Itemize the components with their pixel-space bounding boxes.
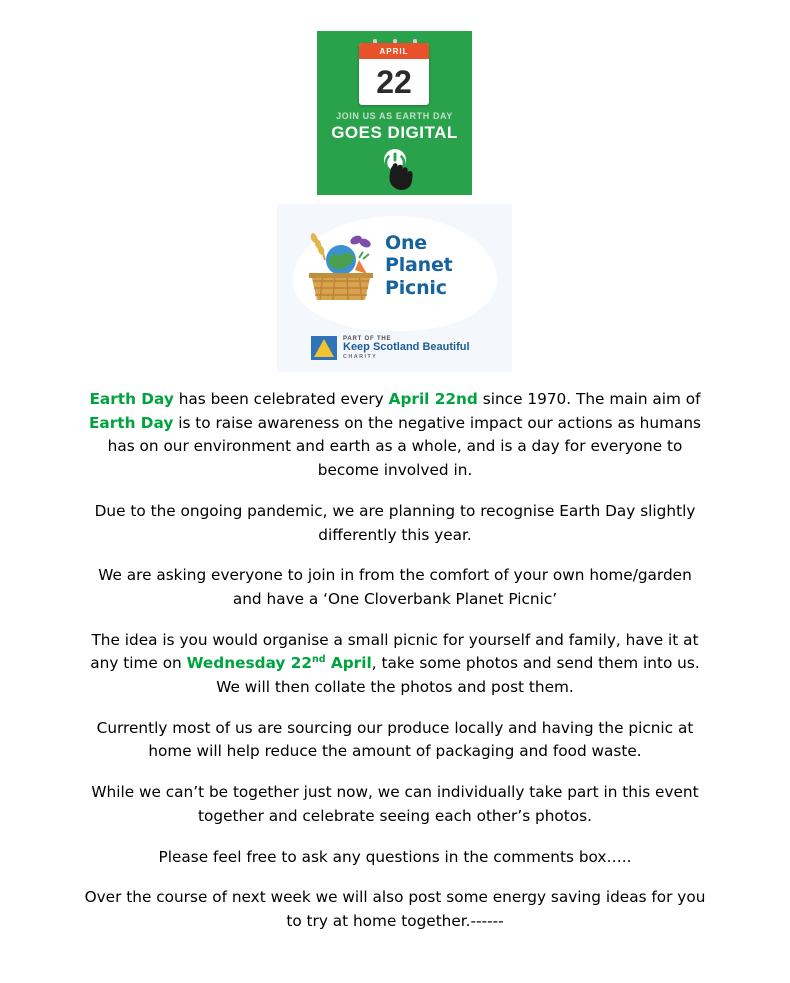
earth-day-highlight-2: Earth Day [88,413,174,432]
paragraph-3: We are asking everyone to join in from the comfort of your own home/garden and have a ‘One Cloverbank Planet Picnic’ [98,566,692,608]
one-planet-picnic-title [385,232,453,299]
calendar-month-label: APRIL [359,43,429,59]
paragraph-2: Due to the ongoing pandemic, we are planning to recognise Earth Day slightly differently this year. [94,501,696,544]
paragraph-7: Please feel free to ask any questions in the comments box….. [158,847,632,866]
event-date-highlight [187,654,372,672]
picnic-basket-with-earth-icon [301,230,381,304]
paragraph-1-text-2: since 1970. The main aim of [477,390,701,408]
one-planet-picnic-graphic [277,204,512,372]
event-date-day: Wednesday 22 [186,654,313,673]
title-line-picnic: Picnic [385,276,447,299]
keep-scotland-beautiful-credit [311,336,481,360]
april-22nd-highlight: April 22nd [388,390,478,408]
title-line-one: One [385,232,427,254]
earth-day-digital-graphic [317,31,472,195]
paragraph-1-text-1: has been celebrated every [173,390,389,408]
event-date-ordinal: nd [312,654,326,666]
paragraph-1-text-3: is to raise awareness on the negative impact our actions as humans has on our environment and earth as a whole, and is a day for everyone to become involved in. [107,413,702,480]
paragraph-4 [84,629,706,700]
keep-scotland-beautiful-logo-icon [311,336,337,360]
earth-day-tagline-line2: GOES DIGITAL [331,123,458,142]
calendar-icon [359,43,429,105]
credit-organisation-name: Keep Scotland Beautiful [343,341,470,354]
paragraph-6: While we can’t be together just now, we can individually take part in this event together and celebrate seeing each other’s photos. [91,783,699,825]
event-date-month: April [325,654,372,673]
paragraph-1 [84,388,706,483]
paragraph-5: Currently most of us are sourcing our produce locally and having the picnic at home will help reduce the amount of packaging and food waste. [96,718,694,761]
power-button-hand-tap-icon [369,149,421,195]
credit-charity-label: CHARITY [343,353,378,360]
document-body [84,388,706,934]
earth-day-tagline-line1: JOIN US AS EARTH DAY [336,111,453,121]
title-line-planet: Planet [385,254,453,277]
credit-part-of-the-label: PART OF THE [343,336,392,343]
paragraph-8: Over the course of next week we will also post some energy saving ideas for you to try at home together.------ [84,888,706,930]
paragraph-4-text-1: The idea is you would organise a small picnic for yourself and family, have it at any time on [90,630,699,673]
paragraph-4-text-2: , take some photos and send them into us. We will then collate the photos and post them. [216,654,700,697]
earth-day-highlight-1: Earth Day [89,390,174,408]
calendar-day-label: 22 [376,64,412,100]
